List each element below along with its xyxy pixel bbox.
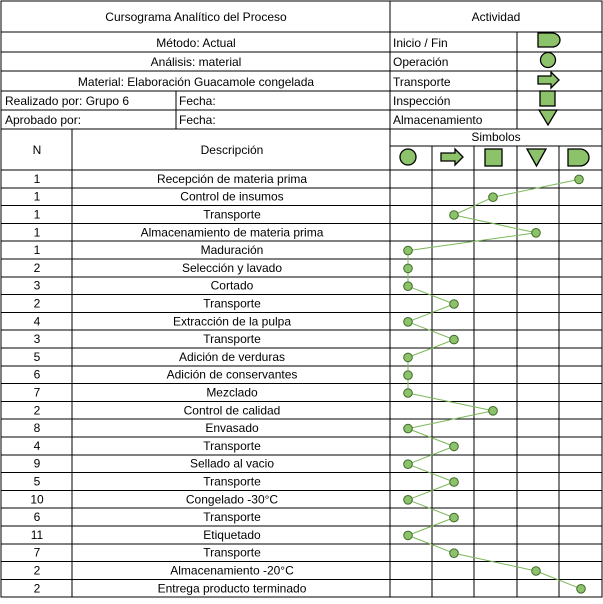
flow-dot <box>532 567 541 576</box>
header-start-end-icon <box>568 149 589 166</box>
step-number: 1 <box>33 171 41 186</box>
step-number: 8 <box>33 421 41 436</box>
flow-dot <box>450 549 459 558</box>
step-number: 6 <box>33 367 41 382</box>
chart-title: Cursograma Analítico del Proceso <box>105 10 287 24</box>
step-description: Extracción de la pulpa <box>172 314 292 329</box>
step-number: 1 <box>33 189 41 204</box>
step-description: Transporte <box>203 438 261 453</box>
step-description: Almacenamiento -20°C <box>170 563 294 578</box>
step-number: 2 <box>33 563 41 578</box>
flow-connector <box>408 535 454 553</box>
step-number: 5 <box>33 349 41 364</box>
symbol-header-row <box>400 149 589 166</box>
flow-dot <box>450 478 459 487</box>
made-by-label: Realizado por: Grupo 6 <box>5 94 130 108</box>
step-description: Entrega producto terminado <box>157 581 307 596</box>
legend-transport-icon <box>538 72 559 88</box>
legend-label-start-end: Inicio / Fin <box>393 36 448 50</box>
legend-label-storage: Almacenamiento <box>393 113 483 127</box>
outer-border <box>1 1 602 597</box>
step-number: 9 <box>33 456 41 471</box>
step-description: Transporte <box>203 296 261 311</box>
step-number: 4 <box>33 314 41 329</box>
legend-label-operation: Operación <box>393 55 449 69</box>
legend-inspection-icon <box>540 91 555 106</box>
step-description: Transporte <box>203 510 261 525</box>
flow-dot <box>404 318 413 327</box>
step-description: Transporte <box>203 545 261 560</box>
step-description: Congelado -30°C <box>185 492 279 507</box>
material-text: Material: Elaboración Guacamole congelada <box>77 75 315 89</box>
step-description: Etiquetado <box>203 527 261 542</box>
flow-dot <box>404 371 413 380</box>
flow-dot <box>404 282 413 291</box>
legend-operation-icon <box>541 53 556 68</box>
step-number: 1 <box>33 207 41 222</box>
step-number: 2 <box>33 403 41 418</box>
step-number: 2 <box>33 260 41 275</box>
step-number: 2 <box>33 296 41 311</box>
step-description: Sellado al vacio <box>189 456 275 471</box>
flow-dot <box>450 442 459 451</box>
step-description: Transporte <box>203 332 261 347</box>
description-column-header: Descripción <box>200 143 264 157</box>
flow-dot <box>450 211 459 220</box>
n-column-header: N <box>32 143 42 157</box>
flow-dot <box>450 335 459 344</box>
header-operation-icon <box>400 149 416 165</box>
method-text: Método: Actual <box>156 36 236 50</box>
flow-dot <box>489 407 498 416</box>
flow-dot <box>404 389 413 398</box>
analysis-text: Análisis: material <box>150 55 242 69</box>
step-number: 4 <box>33 438 41 453</box>
flow-dot <box>532 229 541 238</box>
step-description: Control de calidad <box>183 403 281 418</box>
step-number: 11 <box>30 527 44 542</box>
step-number: 3 <box>33 332 41 347</box>
header-storage-icon <box>527 149 546 166</box>
step-description: Cortado <box>210 278 254 293</box>
flow-dot <box>577 585 586 594</box>
legend-label-inspection: Inspección <box>393 94 451 108</box>
header-transport-icon <box>441 149 463 165</box>
legend-label-transport: Transporte <box>393 75 451 89</box>
legend-storage-icon <box>539 110 557 125</box>
flow-dot <box>450 300 459 309</box>
header-inspection-icon <box>485 149 502 166</box>
step-description: Transporte <box>203 474 261 489</box>
step-number: 10 <box>30 492 44 507</box>
step-description: Control de insumos <box>180 189 284 204</box>
date-label-made: Fecha: <box>179 94 216 108</box>
step-number: 7 <box>33 545 41 560</box>
step-description: Adición de conservantes <box>166 367 298 382</box>
step-number: 1 <box>33 225 41 240</box>
flow-dot <box>575 175 584 184</box>
flow-dot <box>404 531 413 540</box>
step-description: Almacenamiento de materia prima <box>140 225 324 240</box>
flow-dot <box>404 460 413 469</box>
date-label-approved: Fecha: <box>179 113 216 127</box>
step-number: 3 <box>33 278 41 293</box>
flow-dot <box>404 264 413 273</box>
step-number: 2 <box>33 581 41 596</box>
legend-start-end-icon <box>538 33 560 47</box>
flow-dot <box>404 246 413 255</box>
approved-by-label: Aprobado por: <box>5 113 82 127</box>
flow-dot <box>404 424 413 433</box>
flow-dot <box>450 513 459 522</box>
step-number: 5 <box>33 474 41 489</box>
step-description: Recepción de materia prima <box>156 171 308 186</box>
step-number: 1 <box>33 243 41 258</box>
flow-dot <box>404 353 413 362</box>
table-grid <box>1 1 602 597</box>
step-number: 6 <box>33 510 41 525</box>
step-number: 7 <box>33 385 41 400</box>
step-description: Selección y lavado <box>181 260 283 275</box>
symbols-column-header: Simbolos <box>471 130 521 144</box>
flow-dot <box>404 496 413 505</box>
step-description: Adición de verduras <box>178 349 286 364</box>
step-description: Mezclado <box>206 385 258 400</box>
flow-dot <box>489 193 498 202</box>
step-description: Maduración <box>200 243 264 258</box>
activity-title: Actividad <box>471 10 521 24</box>
activity-legend <box>393 33 560 127</box>
step-description: Transporte <box>203 207 261 222</box>
step-description: Envasado <box>205 421 259 436</box>
